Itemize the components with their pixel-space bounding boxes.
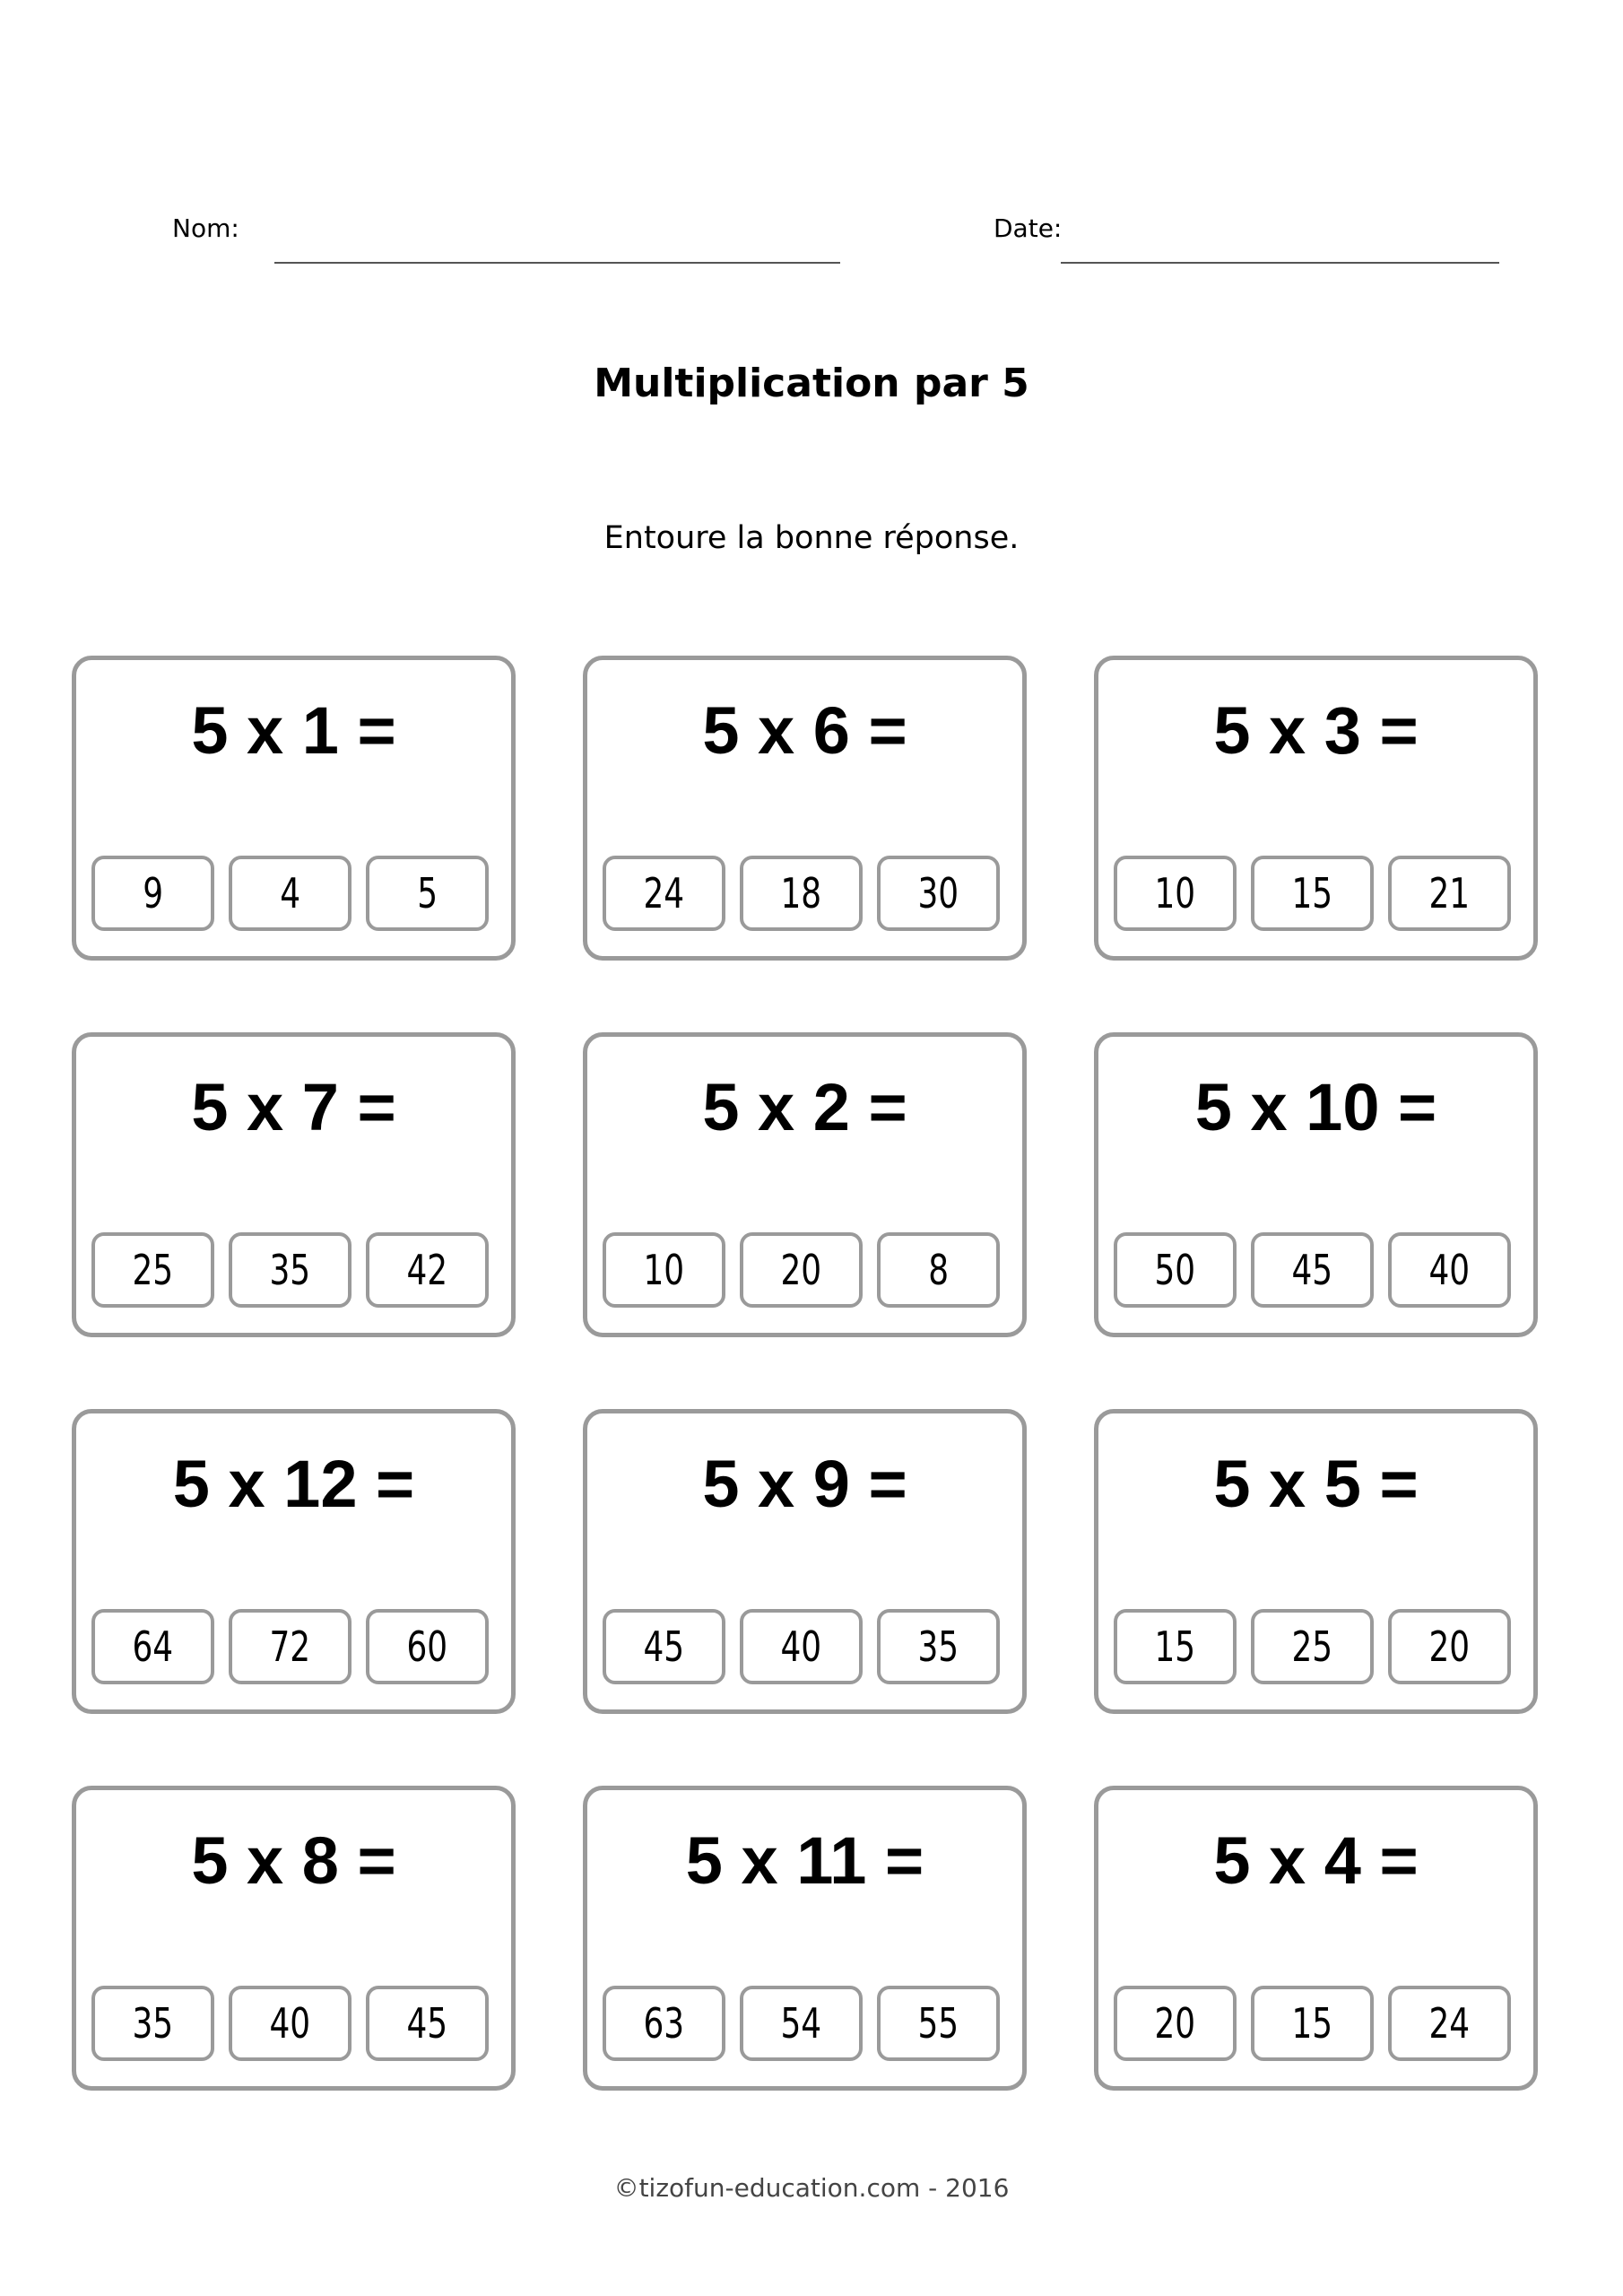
- question: 5 x 6 =: [702, 693, 907, 768]
- choices: [603, 1609, 1000, 1684]
- answer-choice[interactable]: 35: [229, 1232, 352, 1308]
- question: 5 x 3 =: [1213, 693, 1419, 768]
- exercise-card: [583, 1032, 1027, 1337]
- answer-choice[interactable]: 4: [229, 856, 352, 931]
- choices: [91, 1232, 489, 1308]
- choices: [91, 1609, 489, 1684]
- exercise-card: [1094, 1032, 1538, 1337]
- name-line[interactable]: [274, 262, 840, 264]
- choices: [1114, 1609, 1511, 1684]
- exercise-grid: [72, 656, 1538, 2091]
- answer-choice[interactable]: 25: [1251, 1609, 1374, 1684]
- answer-choice[interactable]: 54: [740, 1986, 863, 2061]
- question: 5 x 1 =: [191, 693, 396, 768]
- answer-choice[interactable]: 20: [1114, 1986, 1237, 2061]
- answer-choice[interactable]: 40: [229, 1986, 352, 2061]
- answer-choice[interactable]: 10: [1114, 856, 1237, 931]
- answer-choice[interactable]: 35: [877, 1609, 1000, 1684]
- answer-choice[interactable]: 30: [877, 856, 1000, 931]
- answer-choice[interactable]: 24: [603, 856, 725, 931]
- answer-choice[interactable]: 21: [1388, 856, 1511, 931]
- exercise-card: [1094, 656, 1538, 961]
- answer-choice[interactable]: 8: [877, 1232, 1000, 1308]
- exercise-card: [72, 1032, 516, 1337]
- question: 5 x 9 =: [702, 1447, 907, 1521]
- question: 5 x 12 =: [172, 1447, 415, 1521]
- exercise-card: [72, 1786, 516, 2091]
- date-line[interactable]: [1061, 262, 1499, 264]
- question: 5 x 8 =: [191, 1823, 396, 1898]
- answer-choice[interactable]: 18: [740, 856, 863, 931]
- answer-choice[interactable]: 50: [1114, 1232, 1237, 1308]
- choices: [1114, 1986, 1511, 2061]
- name-label: Nom:: [172, 213, 239, 243]
- answer-choice[interactable]: 9: [91, 856, 214, 931]
- choices: [603, 856, 1000, 931]
- answer-choice[interactable]: 24: [1388, 1986, 1511, 2061]
- date-label: Date:: [994, 213, 1063, 243]
- page-title: Multiplication par 5: [594, 361, 1029, 406]
- choices: [603, 1232, 1000, 1308]
- answer-choice[interactable]: 45: [366, 1986, 489, 2061]
- instruction: Entoure la bonne réponse.: [603, 520, 1020, 556]
- answer-choice[interactable]: 25: [91, 1232, 214, 1308]
- answer-choice[interactable]: 63: [603, 1986, 725, 2061]
- footer-copyright: ©tizofun-education.com - 2016: [613, 2173, 1010, 2203]
- answer-choice[interactable]: 40: [1388, 1232, 1511, 1308]
- choices: [1114, 1232, 1511, 1308]
- exercise-card: [1094, 1786, 1538, 2091]
- answer-choice[interactable]: 60: [366, 1609, 489, 1684]
- choices: [1114, 856, 1511, 931]
- exercise-card: [1094, 1409, 1538, 1714]
- answer-choice[interactable]: 20: [1388, 1609, 1511, 1684]
- answer-choice[interactable]: 40: [740, 1609, 863, 1684]
- answer-choice[interactable]: 64: [91, 1609, 214, 1684]
- exercise-card: [583, 656, 1027, 961]
- question: 5 x 11 =: [685, 1823, 924, 1898]
- answer-choice[interactable]: 10: [603, 1232, 725, 1308]
- choices: [91, 856, 489, 931]
- answer-choice[interactable]: 55: [877, 1986, 1000, 2061]
- choices: [91, 1986, 489, 2061]
- answer-choice[interactable]: 15: [1251, 1986, 1374, 2061]
- answer-choice[interactable]: 20: [740, 1232, 863, 1308]
- answer-choice[interactable]: 5: [366, 856, 489, 931]
- answer-choice[interactable]: 45: [603, 1609, 725, 1684]
- question: 5 x 4 =: [1213, 1823, 1419, 1898]
- exercise-card: [72, 656, 516, 961]
- question: 5 x 2 =: [702, 1070, 907, 1144]
- answer-choice[interactable]: 72: [229, 1609, 352, 1684]
- answer-choice[interactable]: 15: [1114, 1609, 1237, 1684]
- answer-choice[interactable]: 35: [91, 1986, 214, 2061]
- question: 5 x 10 =: [1194, 1070, 1437, 1144]
- exercise-card: [583, 1409, 1027, 1714]
- answer-choice[interactable]: 42: [366, 1232, 489, 1308]
- answer-choice[interactable]: 45: [1251, 1232, 1374, 1308]
- question: 5 x 5 =: [1213, 1447, 1419, 1521]
- question: 5 x 7 =: [191, 1070, 396, 1144]
- answer-choice[interactable]: 15: [1251, 856, 1374, 931]
- exercise-card: [583, 1786, 1027, 2091]
- exercise-card: [72, 1409, 516, 1714]
- choices: [603, 1986, 1000, 2061]
